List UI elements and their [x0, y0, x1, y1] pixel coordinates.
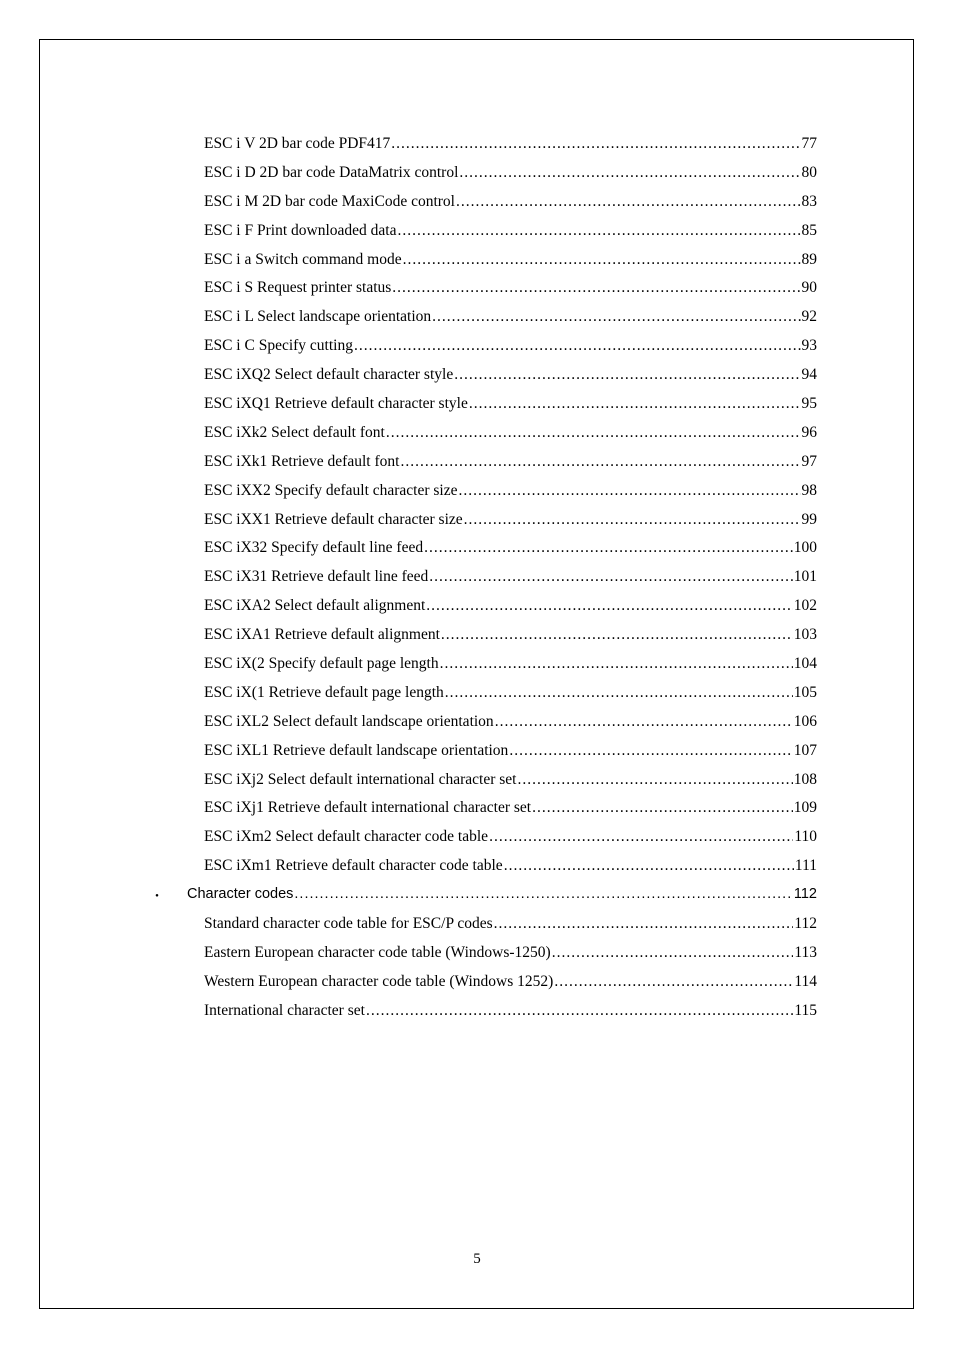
toc-entry[interactable] [0, 911, 954, 940]
toc-entry[interactable] [0, 767, 954, 796]
toc-entry-title: Standard character code table for ESC/P codes [204, 915, 493, 933]
toc-entry[interactable] [0, 362, 954, 391]
toc-entry-page: 77 [801, 135, 817, 152]
toc-entry[interactable] [0, 709, 954, 738]
toc-entry[interactable] [0, 593, 954, 622]
dot-leader [400, 453, 800, 471]
dot-leader [459, 482, 801, 500]
dot-leader [429, 568, 792, 586]
toc-entry-page: 98 [801, 481, 817, 499]
dot-leader [554, 973, 793, 991]
toc-entry[interactable] [0, 275, 954, 304]
toc-entry-page: 108 [793, 770, 817, 788]
dot-leader [532, 799, 793, 817]
toc-entry[interactable] [0, 304, 954, 333]
toc-entry[interactable] [0, 247, 954, 276]
dot-leader [469, 395, 801, 413]
toc-entry-title: ESC i a Switch command mode [204, 250, 402, 268]
toc-entry[interactable] [0, 333, 954, 362]
toc-entry-title: ESC iXL1 Retrieve default landscape orientation [204, 741, 509, 759]
toc-entry-page: 97 [801, 452, 817, 470]
toc-entry[interactable] [0, 651, 954, 680]
toc-entry-title: ESC iXX1 Retrieve default character size [204, 510, 463, 528]
toc-entry-page: 112 [794, 915, 817, 933]
dot-leader [440, 655, 793, 673]
toc-entry[interactable] [0, 218, 954, 247]
toc-entry-page: 101 [793, 568, 817, 586]
toc-entry[interactable] [0, 564, 954, 593]
toc-entry-title: ESC iXk1 Retrieve default font [204, 452, 400, 470]
toc-entry-title: ESC i D 2D bar code DataMatrix control [204, 163, 459, 181]
toc-entry-page: 96 [801, 423, 817, 441]
toc-entry-page: 89 [801, 250, 817, 268]
dot-leader [391, 135, 800, 153]
dot-leader [386, 424, 801, 442]
toc-entry-page: 105 [793, 683, 817, 701]
toc-entry[interactable] [0, 449, 954, 478]
dot-leader [517, 771, 792, 789]
dot-leader [509, 742, 792, 760]
toc-entry[interactable] [0, 507, 954, 536]
dot-leader [366, 1002, 793, 1020]
toc-entry-title: ESC iXm2 Select default character code table [204, 828, 489, 846]
toc-entry-page: 95 [801, 395, 817, 413]
toc-entry[interactable] [0, 478, 954, 507]
table-of-contents [0, 131, 954, 1027]
dot-leader [424, 539, 793, 557]
toc-entry-title: ESC iXj2 Select default international character set [204, 770, 517, 788]
dot-leader [552, 944, 794, 962]
toc-entry-page: 104 [793, 655, 817, 673]
toc-entry-title: ESC iXA2 Select default alignment [204, 597, 426, 615]
dot-leader [464, 511, 801, 529]
toc-entry-title: International character set [204, 1001, 365, 1019]
toc-entry-page: 107 [793, 741, 817, 759]
toc-entry-page: 94 [801, 366, 817, 384]
toc-entry[interactable] [0, 795, 954, 824]
toc-entry-title: ESC iX(1 Retrieve default page length [204, 683, 444, 701]
toc-entry-title: ESC iXj1 Retrieve default international character set [204, 799, 532, 817]
toc-entry[interactable] [0, 131, 954, 160]
toc-entry-title: ESC i L Select landscape orientation [204, 308, 432, 326]
dot-leader [403, 251, 801, 269]
dot-leader [456, 193, 801, 211]
toc-entry-title: ESC iX32 Specify default line feed [204, 539, 424, 557]
dot-leader [294, 886, 792, 902]
toc-entry[interactable] [0, 391, 954, 420]
toc-entry-title: ESC iXL2 Select default landscape orientation [204, 712, 494, 730]
toc-entry-page: 90 [801, 279, 817, 297]
dot-leader [426, 597, 792, 615]
toc-entry[interactable] [0, 160, 954, 189]
toc-entry[interactable] [0, 622, 954, 651]
toc-entry-page: 109 [793, 799, 817, 817]
toc-entry-page: 83 [801, 192, 817, 210]
toc-entry-page: 100 [793, 539, 817, 557]
page-number: 5 [473, 1251, 481, 1267]
toc-entry-page: 80 [801, 163, 817, 181]
toc-entry-title: ESC iX31 Retrieve default line feed [204, 568, 429, 586]
toc-entry-page: 93 [801, 337, 817, 355]
toc-entry-title: ESC iXk2 Select default font [204, 423, 385, 441]
toc-entry[interactable] [0, 824, 954, 853]
toc-entry-page: 99 [801, 510, 817, 528]
toc-entry[interactable] [0, 998, 954, 1027]
dot-leader [397, 222, 800, 240]
dot-leader [489, 828, 793, 846]
toc-entry[interactable] [0, 738, 954, 767]
toc-entry-title: ESC i F Print downloaded data [204, 221, 397, 239]
dot-leader [441, 626, 793, 644]
toc-entry-title: ESC iXm1 Retrieve default character code table [204, 857, 503, 875]
toc-entry-page: 106 [793, 712, 817, 730]
toc-entry-page: 92 [801, 308, 817, 326]
toc-section-entry[interactable] [0, 882, 954, 911]
toc-entry-page: 115 [794, 1001, 817, 1019]
toc-entry-page: 111 [794, 857, 817, 875]
toc-entry-title: Western European character code table (Windows 1252) [204, 972, 554, 990]
toc-entry[interactable] [0, 189, 954, 218]
toc-entry-title: ESC i M 2D bar code MaxiCode control [204, 192, 455, 210]
dot-leader [454, 366, 800, 384]
toc-entry[interactable] [0, 680, 954, 709]
toc-entry[interactable] [0, 420, 954, 449]
dot-leader [494, 915, 794, 933]
toc-section-title: Character codes [187, 886, 294, 903]
toc-entry[interactable] [0, 535, 954, 564]
dot-leader [504, 857, 794, 875]
bullet-icon: ・ [150, 888, 164, 905]
dot-leader [392, 279, 800, 297]
dot-leader [432, 308, 800, 326]
toc-entry-page: 103 [793, 626, 817, 644]
toc-entry[interactable] [0, 853, 954, 882]
toc-entry-title: ESC iXA1 Retrieve default alignment [204, 626, 440, 644]
toc-entry-title: ESC i S Request printer status [204, 279, 392, 297]
toc-entry-title: ESC iXX2 Specify default character size [204, 481, 458, 499]
toc-entry-page: 110 [794, 828, 817, 846]
toc-entry-title: ESC i C Specify cutting [204, 337, 353, 355]
toc-entry-page: 102 [793, 597, 817, 615]
toc-entry-page: 114 [794, 972, 817, 990]
dot-leader [459, 164, 800, 182]
toc-entry-title: ESC iX(2 Specify default page length [204, 655, 439, 673]
toc-section-page: 112 [793, 886, 817, 903]
toc-entry-title: ESC iXQ2 Select default character style [204, 366, 454, 384]
toc-entry-page: 113 [794, 943, 817, 961]
dot-leader [354, 337, 801, 355]
toc-entry[interactable] [0, 969, 954, 998]
toc-entry[interactable] [0, 940, 954, 969]
toc-entry-title: Eastern European character code table (Windows-1250) [204, 943, 551, 961]
toc-entry-title: ESC i V 2D bar code PDF417 [204, 135, 391, 152]
toc-entry-page: 85 [801, 221, 817, 239]
toc-entry-title: ESC iXQ1 Retrieve default character style [204, 395, 468, 413]
dot-leader [495, 713, 793, 731]
dot-leader [445, 684, 793, 702]
